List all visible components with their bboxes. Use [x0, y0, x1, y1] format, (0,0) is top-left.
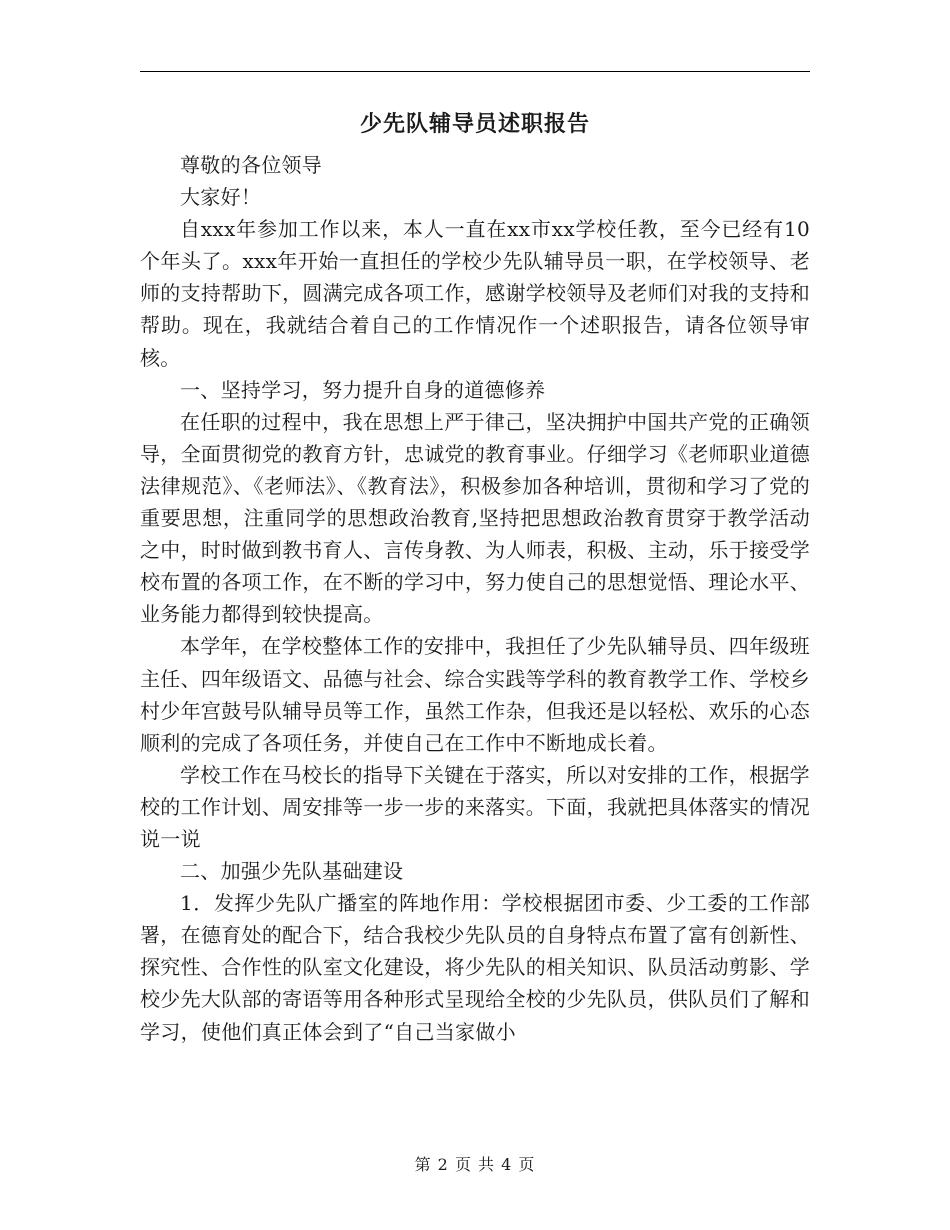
- header-rule: [140, 71, 810, 72]
- paragraph-study: 在任职的过程中，我在思想上严于律己，坚决拥护中国共产党的正确领导，全面贯彻党的教育方针，忠诚党的教育事业。仔细学习《老师职业道德法律规范》、《老师法》、《教育法》，积极参加各种培训，贯彻和学习了党的重要思想，注重同学的思想政治教育,坚持把思想政治教育贯穿于教学活动之中，时时做到教书育人、言传身教、为人师表，积极、主动，乐于接受学校布置的各项工作，在不断的学习中，努力使自己的思想觉悟、理论水平、业务能力都得到较快提高。: [140, 409, 810, 627]
- greeting: 大家好！: [180, 185, 262, 210]
- paragraph-duties: 本学年，在学校整体工作的安排中，我担任了少先队辅导员、四年级班主任、四年级语文、品德与社会、综合实践等学科的教育教学工作、学校乡村少年宫鼓号队辅导员等工作，虽然工作杂，但我还是以轻松、欢乐的心态顺利的完成了各项任务，并使自己在工作中不断地成长着。: [140, 634, 810, 755]
- paragraph-implementation: 学校工作在马校长的指导下关键在于落实，所以对安排的工作，根据学校的工作计划、周安排等一步一步的来落实。下面，我就把具体落实的情况说一说: [140, 762, 810, 851]
- document-title: 少先队辅导员述职报告: [359, 112, 590, 137]
- salutation: 尊敬的各位领导: [180, 153, 323, 177]
- section-heading-2: 二、加强少先队基础建设: [180, 859, 404, 884]
- paragraph-broadcast: 1．发挥少先队广播室的阵地作用：学校根据团市委、少工委的工作部署，在德育处的配合下，结合我校少先队员的自身特点布置了富有创新性、探究性、合作性的队室文化建设，将少先队的相关知识、队员活动剪影、学校少先大队部的寄语等用各种形式呈现给全校的少先队员，供队员们了解和学习，使他们真正体会到了“自己当家做小: [140, 891, 810, 1044]
- section-heading-1: 一、坚持学习，努力提升自身的道德修养: [180, 377, 546, 402]
- paragraph-intro: 自xxx年参加工作以来，本人一直在xx市xx学校任教，至今已经有10个年头了。xxx年开始一直担任的学校少先队辅导员一职，在学校领导、老师的支持帮助下，圆满完成各项工作，感谢学校领导及老师们对我的支持和帮助。现在，我就结合着自己的工作情况作一个述职报告，请各位领导审核。: [140, 217, 810, 370]
- document-body: [140, 149, 810, 1048]
- page-footer: 第 2 页 共 4 页: [414, 1155, 536, 1174]
